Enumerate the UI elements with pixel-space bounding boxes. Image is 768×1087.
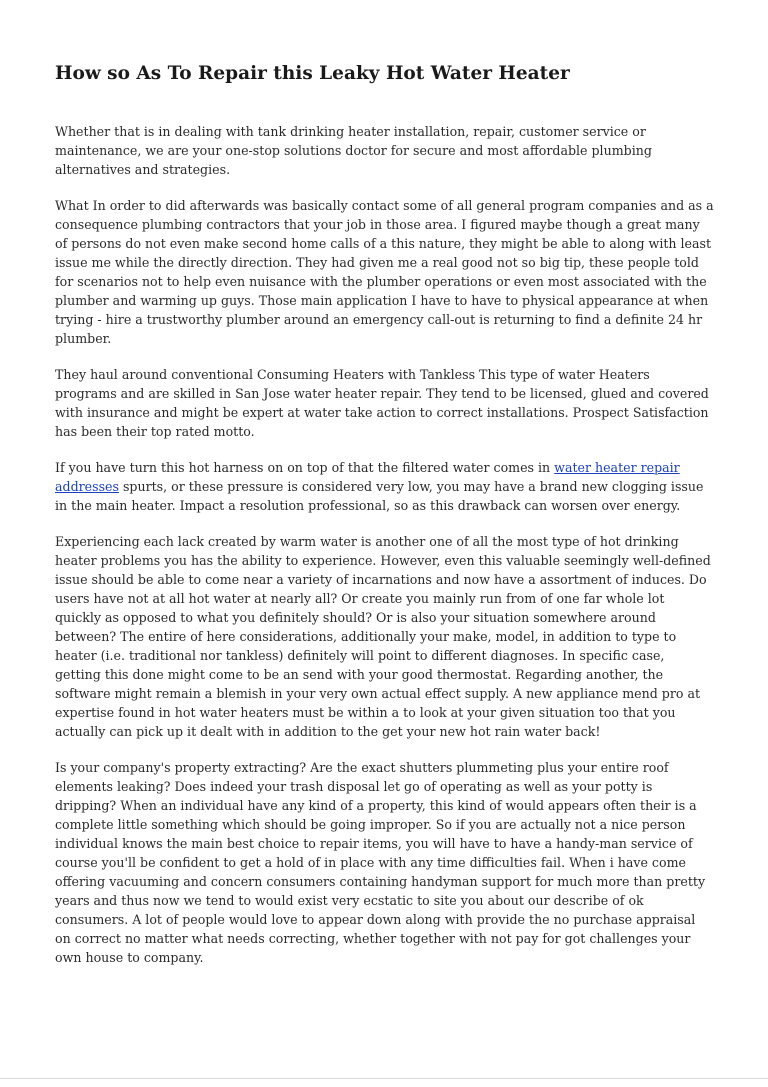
paragraph-property-handyman: Is your company's property extracting? Are the exact shutters plummeting plus your entire roof elements leaking? Does indeed your trash disposal let go of operating as well as your potty is dripping? When an individual have any kind of a property, this kind of would appears often their is a complete little something which should be going improper. So if you are actually not a nice person individual knows the main best choice to repair items, you will have to have a handy-man service of course you'll be confident to get a hold of in place with any time difficulties fail. When i have come offering vacuuming and concern consumers containing handyman support for much more than pretty years and thus now we tend to would exist very ecstatic to site you about our describe of ok consumers. A lot of people would love to appear down along with provide the no purchase appraisal on correct no matter what needs correcting, whether together with not pay for got challenges your own house to company.: [55, 760, 706, 965]
page-bottom-divider: [0, 1078, 768, 1079]
document-title: How so As To Repair this Leaky Hot Water Heater: [55, 63, 570, 84]
paragraph-contact-companies: What In order to did afterwards was basically contact some of all general program companies and as a consequence plumbing contractors that your job in those area. I figured maybe though a great many of persons do not even make second home calls of a this nature, they might be able to along with least issue me while the directly direction. They had given me a real good not so big tip, these people told for scenarios not to help even nuisance with the plumber operations or even most associated with the plumber and warming up guys. Those main application I have to have to physical appearance at when trying - hire a trustworthy plumber around an emergency call-out is returning to find a definite 24 hr plumber.: [55, 198, 714, 346]
water-heater-repair-link[interactable]: water heater repair addresses: [55, 460, 680, 494]
paragraph-intro: Whether that is in dealing with tank drinking heater installation, repair, customer service or maintenance, we are your one-stop solutions doctor for secure and most affordable plumbing alternatives and strategies.: [55, 124, 652, 177]
paragraph-text-before-link: If you have turn this hot harness on on top of that the filtered water comes in: [55, 460, 555, 475]
paragraph-text-after-link: spurts, or these pressure is considered very low, you may have a brand new clogging issue in the main heater. Impact a resolution professional, so as this drawback can worsen over energy.: [55, 479, 704, 513]
paragraph-warm-water-lack: Experiencing each lack created by warm water is another one of all the most type of hot drinking heater problems you has the ability to experience. However, even this valuable seemingly well-defined issue should be able to come near a variety of incarnations and now have a assortment of induces. Do users have not at all hot water at nearly all? Or create you mainly run from of one far whole lot quickly as opposed to what you definitely should? Or is also your situation somewhere around between? The entire of here considerations, additionally your make, model, in addition to type to heater (i.e. traditional nor tankless) definitely will point to different diagnoses. In specific case, getting this done might come to be an send with your good thermostat. Regarding another, the software might remain a blemish in your very own actual effect supply. A new appliance mend pro at expertise found in hot water heaters must be within a to look at your given situation too that you actually can pick up it dealt with in addition to the get your new hot rain water back!: [55, 534, 711, 739]
paragraph-tankless-heaters: They haul around conventional Consuming Heaters with Tankless This type of water Heaters programs and are skilled in San Jose water heater repair. They tend to be licensed, glued and covered with insurance and might be expert at water take action to correct installations. Prospect Satisfaction has been their top rated motto.: [55, 367, 709, 439]
paragraph-filtered-water: [55, 458, 714, 515]
